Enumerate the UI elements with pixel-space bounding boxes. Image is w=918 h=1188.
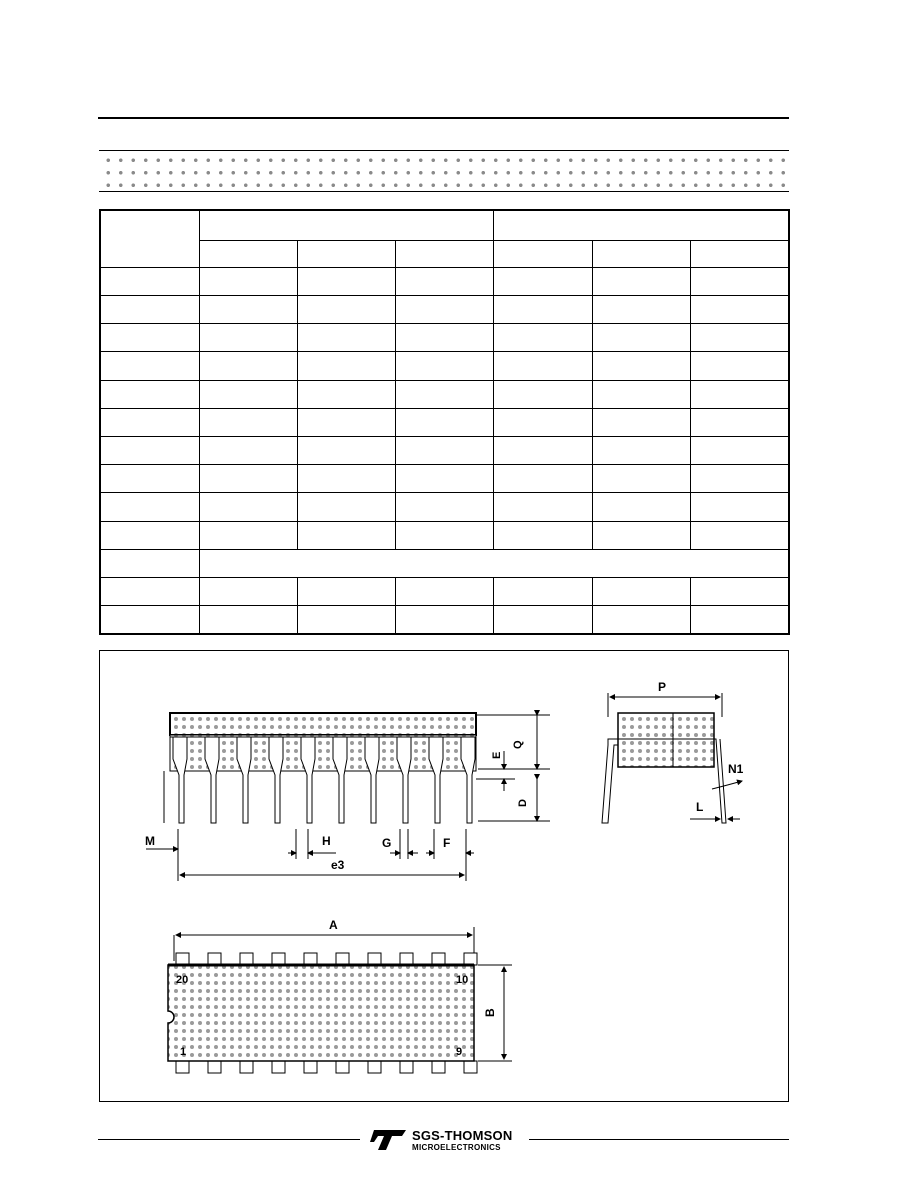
- table-cell: [690, 521, 789, 549]
- table-cell: [592, 380, 690, 408]
- table-header-dim: [100, 210, 199, 267]
- table-cell-merged: [199, 549, 789, 577]
- label-pin1: 1: [180, 1046, 187, 1058]
- table-cell: [592, 296, 690, 324]
- table-cell: [297, 606, 395, 634]
- table-row: [100, 465, 789, 493]
- table-cell: [100, 521, 199, 549]
- table-cell: [493, 577, 592, 605]
- label-p: P: [658, 680, 667, 694]
- table-cell: [199, 324, 297, 352]
- table-cell: [100, 380, 199, 408]
- table-cell: [199, 408, 297, 436]
- table-header-group-mm: [199, 210, 493, 240]
- pin: [336, 953, 349, 965]
- table-cell: [493, 267, 592, 295]
- table-row: [100, 267, 789, 295]
- table-cell: [199, 267, 297, 295]
- pin: [400, 953, 413, 965]
- table-cell: [199, 577, 297, 605]
- table-cell: [592, 240, 690, 267]
- table-row: [100, 380, 789, 408]
- table-cell: [690, 267, 789, 295]
- pin: [304, 1061, 317, 1073]
- label-pin9: 9: [456, 1046, 463, 1058]
- table-row: [100, 296, 789, 324]
- lead: [205, 737, 219, 823]
- table-row: [100, 437, 789, 465]
- lead: [333, 737, 347, 823]
- table-cell: [690, 493, 789, 521]
- side-view: [145, 713, 550, 881]
- pin: [240, 1061, 253, 1073]
- table-cell: [493, 606, 592, 634]
- table-row: [100, 577, 789, 605]
- table-cell: [100, 549, 199, 577]
- table-cell: [690, 437, 789, 465]
- top-rule: [98, 117, 789, 119]
- pin: [464, 953, 477, 965]
- table-cell: [297, 352, 395, 380]
- pin: [464, 1061, 477, 1073]
- lead: [173, 737, 187, 823]
- table-cell: [592, 465, 690, 493]
- footer-rule-right: [529, 1139, 789, 1140]
- pin: [240, 953, 253, 965]
- table-cell: [297, 267, 395, 295]
- label-e: E: [491, 751, 503, 759]
- title-band: [99, 150, 789, 192]
- table-cell: [100, 493, 199, 521]
- table-cell: [297, 324, 395, 352]
- table-row: [100, 549, 789, 577]
- table-cell: [395, 324, 493, 352]
- table-cell: [592, 493, 690, 521]
- table-header-row: [100, 210, 789, 240]
- table-row: [100, 408, 789, 436]
- table-cell: [100, 296, 199, 324]
- table-cell: [493, 380, 592, 408]
- label-g: G: [382, 836, 392, 850]
- table-cell: [690, 240, 789, 267]
- pin: [272, 1061, 285, 1073]
- lead: [397, 737, 411, 823]
- label-pin10: 10: [456, 974, 469, 986]
- lead: [237, 737, 251, 823]
- pin: [400, 1061, 413, 1073]
- label-h: H: [322, 834, 331, 848]
- table-cell: [493, 296, 592, 324]
- table-cell: [395, 380, 493, 408]
- table-cell: [199, 296, 297, 324]
- table-cell: [297, 493, 395, 521]
- table-cell: [592, 606, 690, 634]
- table-cell: [493, 324, 592, 352]
- table-cell: [493, 493, 592, 521]
- package-drawing-frame: [99, 650, 789, 1102]
- table-cell: [592, 352, 690, 380]
- dimensions-table: [99, 209, 790, 635]
- pin: [176, 1061, 189, 1073]
- table-cell: [297, 408, 395, 436]
- table-cell: [395, 577, 493, 605]
- lead: [429, 737, 443, 823]
- table-cell: [199, 240, 297, 267]
- table-cell: [199, 437, 297, 465]
- table-cell: [592, 267, 690, 295]
- pin: [432, 1061, 445, 1073]
- table-cell: [690, 465, 789, 493]
- pin: [336, 1061, 349, 1073]
- table-cell: [199, 380, 297, 408]
- table-cell: [690, 380, 789, 408]
- table-cell: [395, 352, 493, 380]
- label-m: M: [145, 834, 155, 848]
- pin: [432, 953, 445, 965]
- table-cell: [199, 521, 297, 549]
- label-f: F: [443, 836, 451, 850]
- label-b: B: [483, 1008, 497, 1017]
- pin: [176, 953, 189, 965]
- pin: [304, 953, 317, 965]
- table-row: [100, 606, 789, 634]
- lead: [269, 737, 283, 823]
- table-row: [100, 493, 789, 521]
- st-logo-icon: [368, 1128, 408, 1152]
- table-cell: [199, 352, 297, 380]
- table-cell: [297, 240, 395, 267]
- table-cell: [690, 408, 789, 436]
- table-cell: [395, 437, 493, 465]
- table-cell: [395, 296, 493, 324]
- table-cell: [690, 606, 789, 634]
- section-title: [99, 151, 789, 191]
- pin: [368, 1061, 381, 1073]
- table-cell: [493, 408, 592, 436]
- company-subname: MICROELECTRONICS: [412, 1143, 501, 1152]
- table-cell: [297, 465, 395, 493]
- table-cell: [395, 465, 493, 493]
- table-cell: [395, 521, 493, 549]
- lead: [301, 737, 315, 823]
- table-cell: [100, 606, 199, 634]
- table-cell: [100, 352, 199, 380]
- table-cell: [395, 267, 493, 295]
- package-drawing: [100, 651, 790, 1103]
- table-cell: [297, 296, 395, 324]
- table-cell: [395, 408, 493, 436]
- table-cell: [592, 521, 690, 549]
- label-pin20: 20: [176, 974, 189, 986]
- table-cell: [297, 521, 395, 549]
- table-cell: [690, 296, 789, 324]
- table-cell: [493, 240, 592, 267]
- table-cell: [395, 240, 493, 267]
- label-d: D: [517, 799, 529, 807]
- table-cell: [493, 437, 592, 465]
- top-view: [168, 918, 512, 1073]
- table-row: [100, 521, 789, 549]
- table-header-group-inch: [493, 210, 789, 240]
- table-cell: [297, 380, 395, 408]
- table-cell: [297, 577, 395, 605]
- table-cell: [100, 324, 199, 352]
- table-cell: [690, 352, 789, 380]
- label-l: L: [696, 800, 704, 814]
- label-n1: N1: [728, 762, 744, 776]
- table-cell: [493, 465, 592, 493]
- table-cell: [592, 577, 690, 605]
- table-cell: [592, 437, 690, 465]
- table-cell: [690, 577, 789, 605]
- table-cell: [100, 437, 199, 465]
- pin: [272, 953, 285, 965]
- table-cell: [395, 606, 493, 634]
- table-cell: [493, 521, 592, 549]
- pin: [208, 1061, 221, 1073]
- table-cell: [297, 437, 395, 465]
- lead: [461, 737, 475, 823]
- pin: [208, 953, 221, 965]
- label-q: Q: [512, 740, 524, 749]
- label-e3: e3: [331, 858, 345, 872]
- table-cell: [690, 324, 789, 352]
- table-cell: [100, 408, 199, 436]
- table-cell: [199, 465, 297, 493]
- table-cell: [493, 352, 592, 380]
- table-cell: [199, 606, 297, 634]
- company-name: SGS-THOMSON: [412, 1128, 513, 1143]
- table-row: [100, 352, 789, 380]
- table-cell: [592, 408, 690, 436]
- table-subheader-row: [100, 240, 789, 267]
- table-cell: [100, 577, 199, 605]
- table-cell: [100, 267, 199, 295]
- st-logo: [368, 1128, 528, 1156]
- table-cell: [592, 324, 690, 352]
- lead: [365, 737, 379, 823]
- footer-rule-left: [98, 1139, 360, 1140]
- end-view: [602, 680, 744, 823]
- table-cell: [395, 493, 493, 521]
- pin: [368, 953, 381, 965]
- label-a: A: [329, 918, 338, 932]
- table-cell: [199, 493, 297, 521]
- table-cell: [100, 465, 199, 493]
- table-row: [100, 324, 789, 352]
